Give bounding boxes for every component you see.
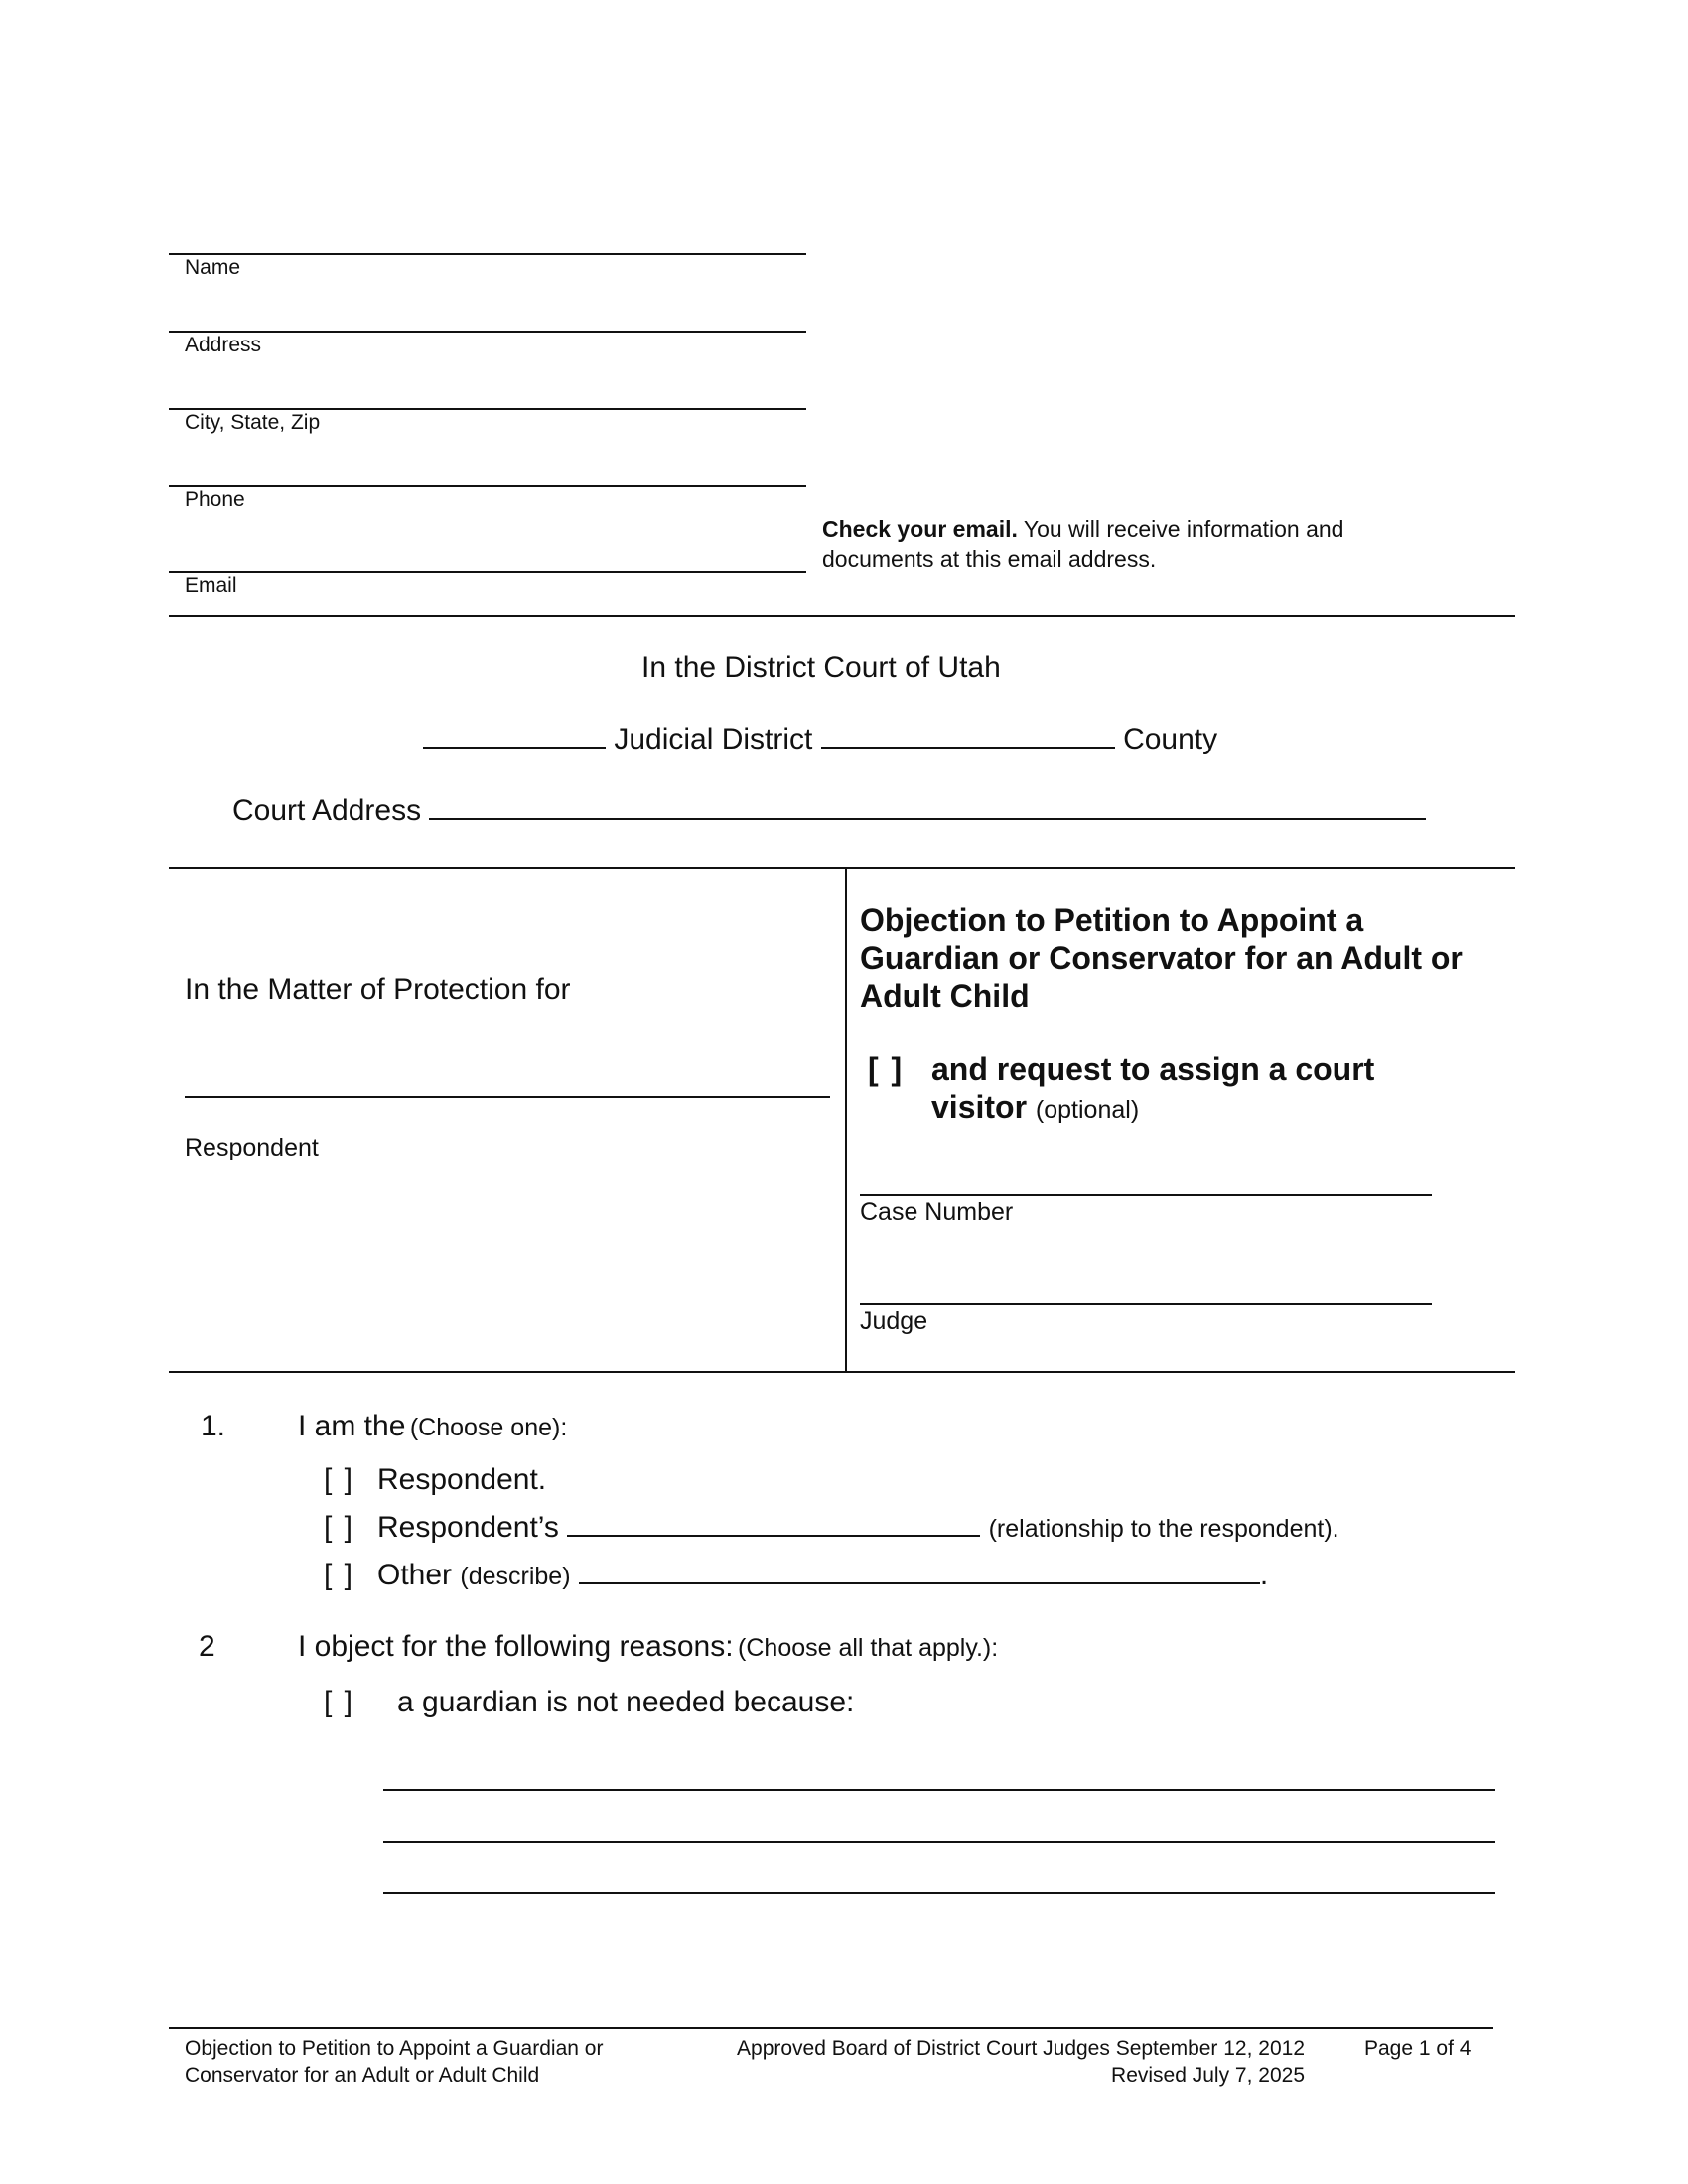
court-address-row — [232, 794, 1426, 828]
name-label: Name — [185, 256, 241, 279]
address-line[interactable] — [169, 331, 806, 333]
judicial-district-blank[interactable] — [423, 746, 606, 749]
footer-revised: Revised July 7, 2025 — [1111, 2064, 1305, 2087]
email-line[interactable] — [169, 571, 806, 573]
item1-lead: I am the — [298, 1410, 406, 1442]
page-number: Page 1 of 4 — [1364, 2037, 1472, 2060]
respondent-label: Respondent — [185, 1134, 319, 1161]
judge-label: Judge — [860, 1307, 928, 1335]
court-visitor-line1: and request to assign a court — [931, 1051, 1375, 1087]
email-notice-text: You will receive information and — [1017, 516, 1344, 542]
item2-hint: (Choose all that apply.): — [738, 1634, 999, 1662]
judge-line[interactable] — [860, 1303, 1432, 1305]
email-notice-line2: documents at this email address. — [822, 546, 1157, 572]
document-title — [860, 901, 1463, 1015]
item2-lead: I object for the following reasons: — [298, 1630, 734, 1663]
item1-hint: (Choose one): — [409, 1414, 568, 1441]
court-title: In the District Court of Utah — [641, 651, 1001, 684]
caption-bottom-line — [169, 1371, 1515, 1373]
footer-form-title-line2: Conservator for an Adult or Adult Child — [185, 2064, 540, 2087]
footer-form-title — [185, 2035, 603, 2089]
case-number-line[interactable] — [860, 1194, 1432, 1196]
other-option-label: Other — [377, 1559, 453, 1591]
caption-top-line — [169, 867, 1515, 869]
court-address-label: Court Address — [232, 794, 422, 827]
relationship-blank[interactable] — [567, 1534, 980, 1537]
address-label: Address — [185, 334, 262, 356]
header-divider — [169, 615, 1515, 617]
court-visitor-checkbox[interactable]: [ ] — [868, 1051, 903, 1087]
case-number-label: Case Number — [860, 1198, 1014, 1226]
item2-number: 2 — [199, 1630, 215, 1663]
document-title-line3: Adult Child — [860, 978, 1030, 1014]
respondent-checkbox[interactable]: [ ] — [324, 1463, 353, 1496]
not-needed-checkbox[interactable]: [ ] — [324, 1686, 353, 1718]
reason-line-2[interactable] — [383, 1841, 1495, 1843]
item1-number: 1. — [201, 1410, 226, 1442]
not-needed-label: a guardian is not needed because: — [397, 1686, 855, 1718]
reason-line-1[interactable] — [383, 1789, 1495, 1791]
reason-line-3[interactable] — [383, 1892, 1495, 1894]
item1-lead-row — [298, 1410, 567, 1443]
document-title-line1: Objection to Petition to Appoint a — [860, 902, 1364, 938]
court-visitor-line2: visitor — [931, 1089, 1028, 1125]
respondent-option-label: Respondent. — [377, 1463, 547, 1496]
other-blank[interactable] — [579, 1581, 1260, 1584]
phone-label: Phone — [185, 488, 245, 511]
other-hint: (describe) — [460, 1563, 571, 1590]
optional-hint: (optional) — [1035, 1096, 1140, 1124]
email-label: Email — [185, 574, 237, 597]
county-blank[interactable] — [821, 746, 1115, 749]
item1-option-relationship — [324, 1511, 1339, 1545]
relationship-option-label: Respondent’s — [377, 1511, 559, 1544]
footer-form-title-line1: Objection to Petition to Appoint a Guardian or — [185, 2037, 604, 2060]
footer-approval — [695, 2035, 1305, 2089]
court-address-blank[interactable] — [429, 817, 1426, 820]
matter-label: In the Matter of Protection for — [185, 973, 571, 1006]
district-county-row — [423, 723, 1217, 756]
other-end: . — [1259, 1559, 1269, 1591]
relationship-checkbox[interactable]: [ ] — [324, 1511, 353, 1544]
court-visitor-request — [931, 1050, 1374, 1129]
caption-divider — [845, 867, 847, 1371]
footer-approval-line1: Approved Board of District Court Judges September 12, 2012 — [737, 2037, 1305, 2060]
phone-line[interactable] — [169, 485, 806, 487]
item1-option-other — [324, 1559, 1268, 1592]
city-state-zip-label: City, State, Zip — [185, 411, 321, 434]
email-notice — [822, 514, 1343, 574]
footer-divider — [169, 2027, 1493, 2029]
respondent-name-line[interactable] — [185, 1096, 830, 1098]
judicial-district-label: Judicial District — [614, 723, 813, 755]
email-notice-bold: Check your email. — [822, 516, 1018, 542]
item2-option-not-needed — [324, 1686, 854, 1719]
document-title-line2: Guardian or Conservator for an Adult or — [860, 940, 1463, 976]
county-label: County — [1123, 723, 1218, 755]
item2-lead-row — [298, 1630, 998, 1664]
relationship-suffix: (relationship to the respondent). — [988, 1515, 1339, 1543]
city-state-zip-line[interactable] — [169, 408, 806, 410]
other-checkbox[interactable]: [ ] — [324, 1559, 353, 1591]
name-line[interactable] — [169, 253, 806, 255]
item1-option-respondent — [324, 1463, 546, 1497]
